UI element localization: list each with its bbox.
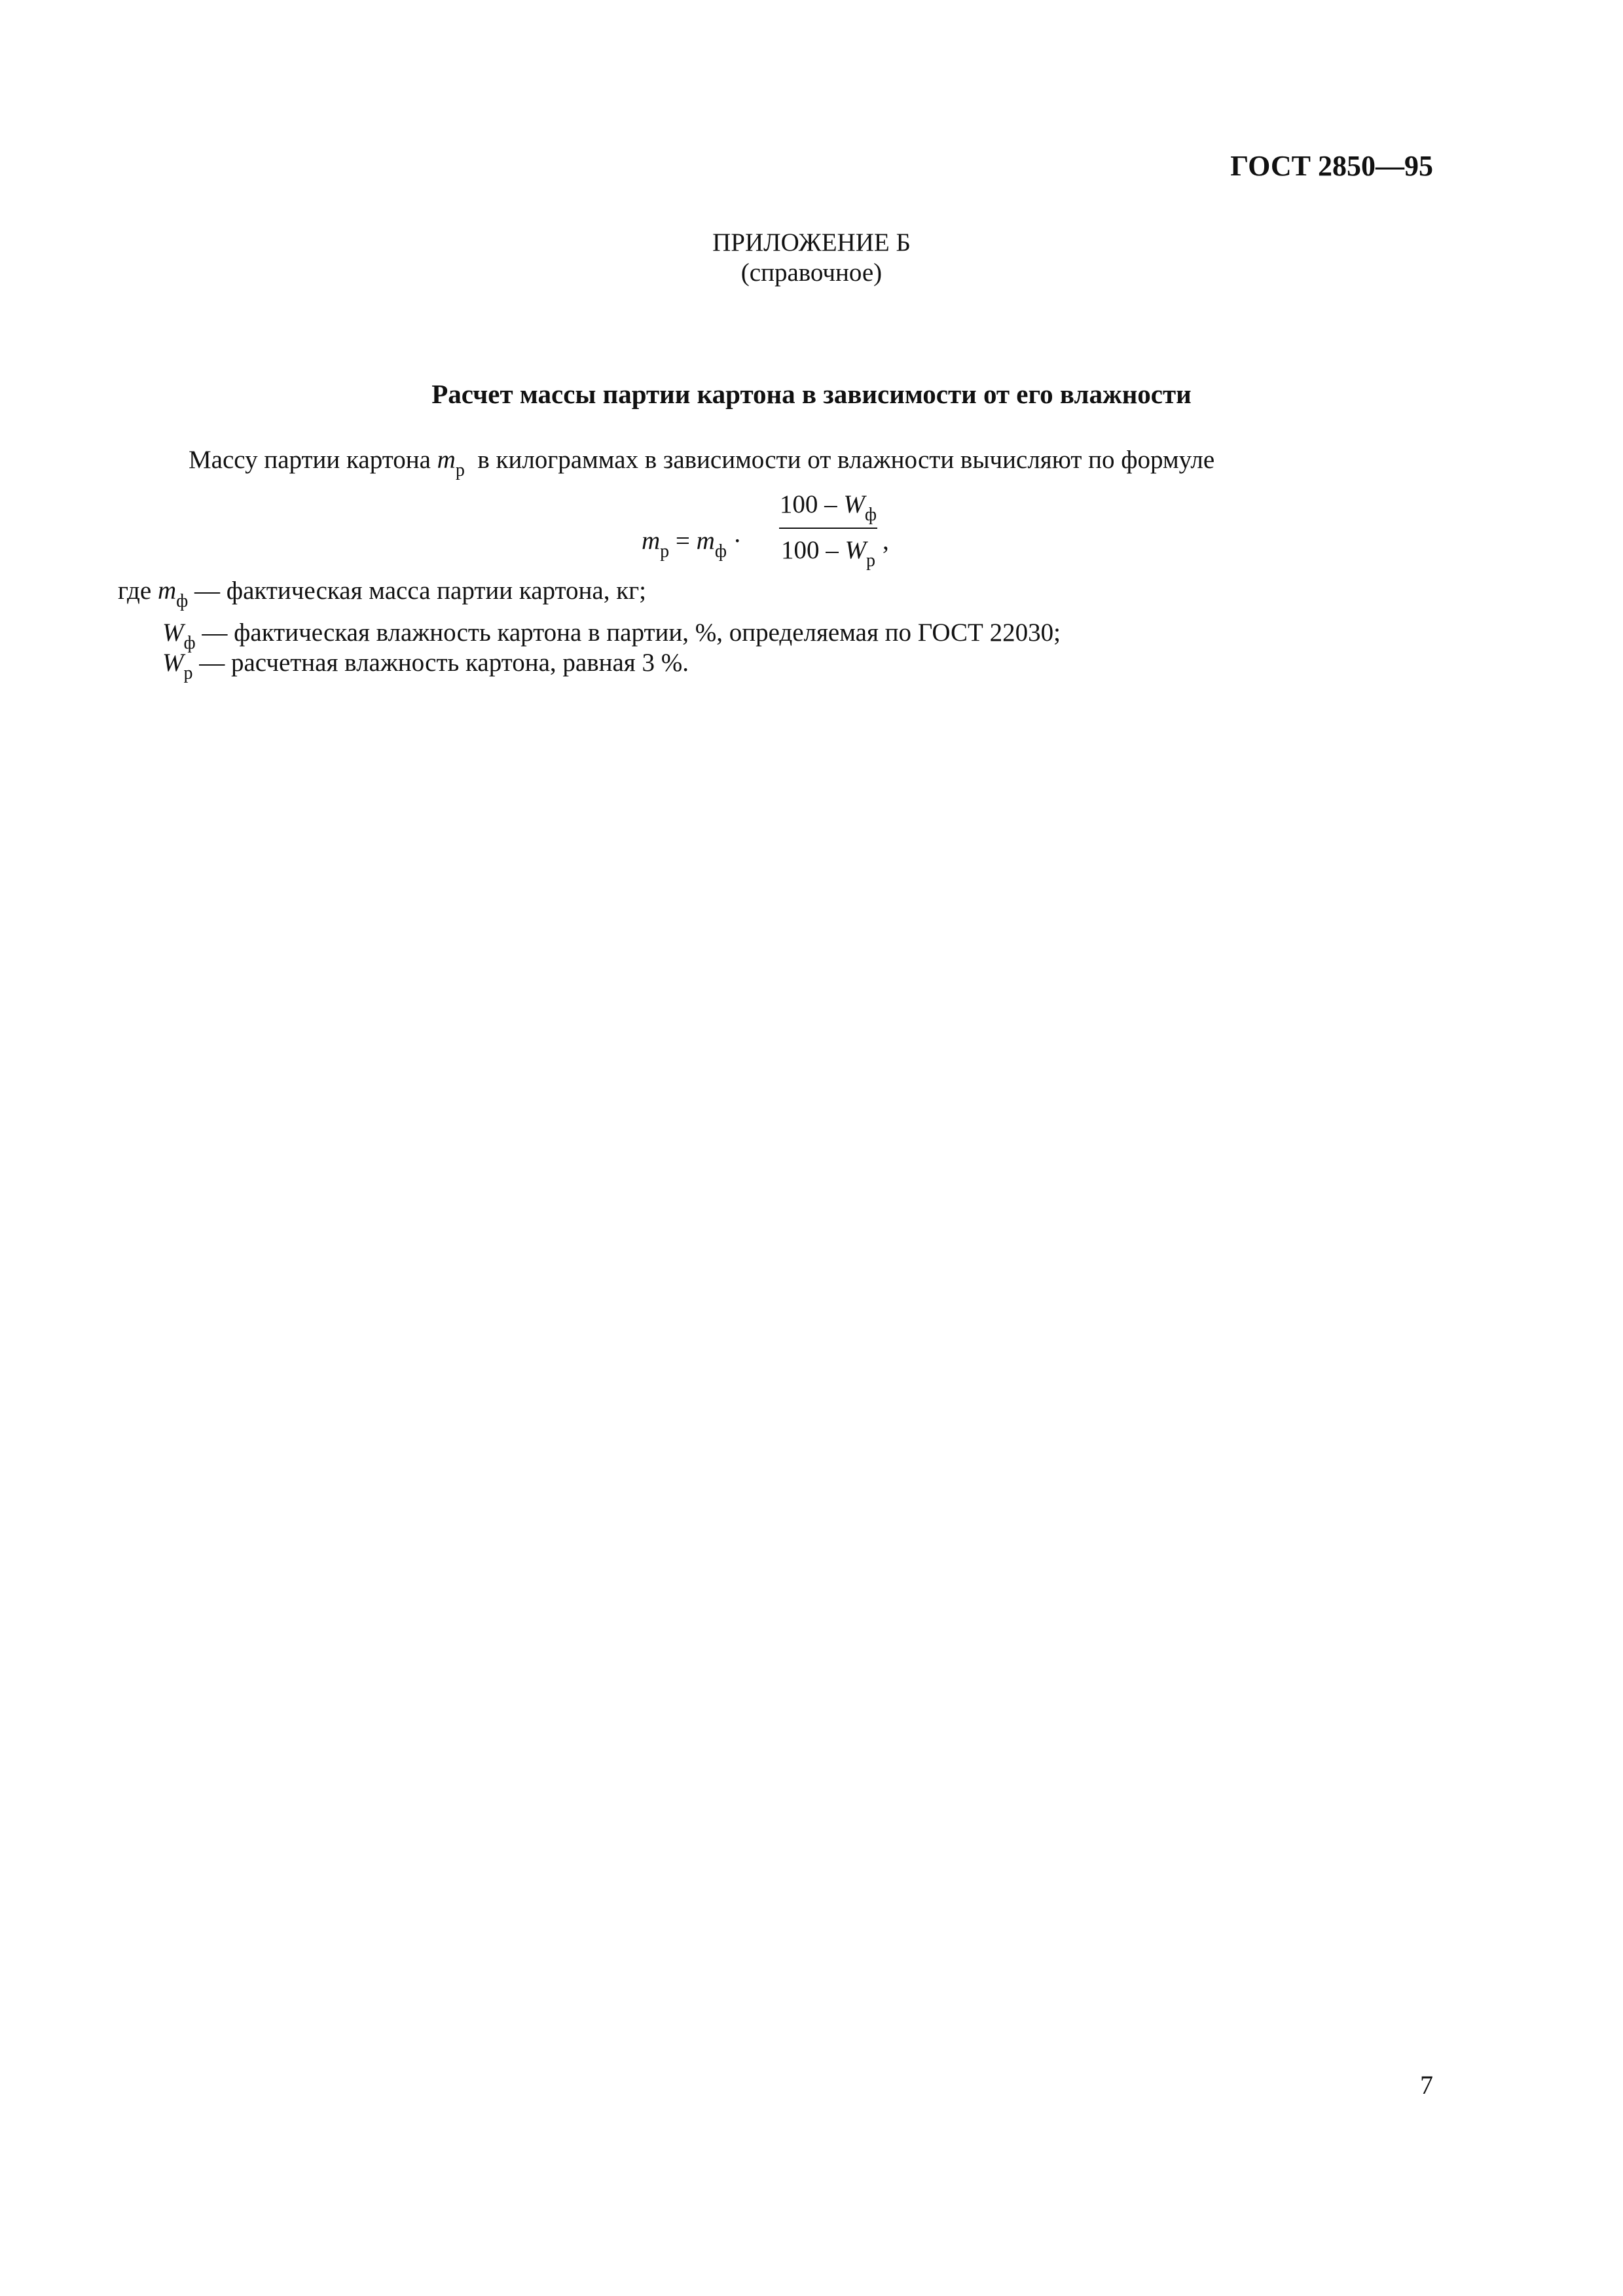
intro-text-after: в килограммах в зависимости от влажности вычисляют по формуле [477,446,1215,474]
definition-prefix: где [118,577,152,605]
formula-trailing-comma: , [883,527,889,555]
denominator-const: 100 – [781,536,839,564]
definition-text: — расчетная влажность картона, равная 3 %. [199,649,689,677]
definition-item [118,576,647,611]
formula-denominator [779,531,877,569]
formula-fraction [779,486,877,569]
formula-dot: · [733,527,742,555]
definition-sub: ф [176,591,189,611]
definition-text: — фактическая масса партии картона, кг; [194,577,647,605]
formula-lhs-sub: р [660,541,670,562]
numerator-sub: ф [864,505,877,525]
formula-lhs-var: m [642,527,661,555]
denominator-var: W [845,536,866,564]
definition-var: W [162,619,184,647]
formula-rhs-var: m [696,527,715,555]
standard-id: ГОСТ 2850—95 [1230,150,1433,182]
definition-item [162,618,1061,653]
definition-var: m [157,577,177,605]
formula-numerator [779,486,877,524]
numerator-const: 100 – [779,490,837,518]
appendix-title: ПРИЛОЖЕНИЕ Б [712,228,911,257]
definition-sub: р [183,663,193,683]
appendix-note: (справочное) [740,259,883,287]
formula-equals: = [675,527,690,555]
intro-symbol: m [437,446,456,474]
definition-item [162,648,689,683]
definition-text: — фактическая влажность картона в партии, %, определяемая по ГОСТ 22030; [202,619,1061,647]
fraction-bar [779,528,877,529]
intro-paragraph [189,445,1215,480]
denominator-sub: р [866,550,875,571]
formula-rhs-sub: ф [714,541,727,562]
definition-var: W [162,649,184,677]
intro-text-before: Массу партии картона [189,446,431,474]
page-number: 7 [1420,2070,1433,2100]
intro-symbol-sub: р [455,460,465,480]
numerator-var: W [843,490,865,518]
definition-sub: ф [183,633,196,653]
formula-lhs [642,526,742,562]
section-heading: Расчет массы партии картона в зависимости от его влажности [431,379,1192,409]
